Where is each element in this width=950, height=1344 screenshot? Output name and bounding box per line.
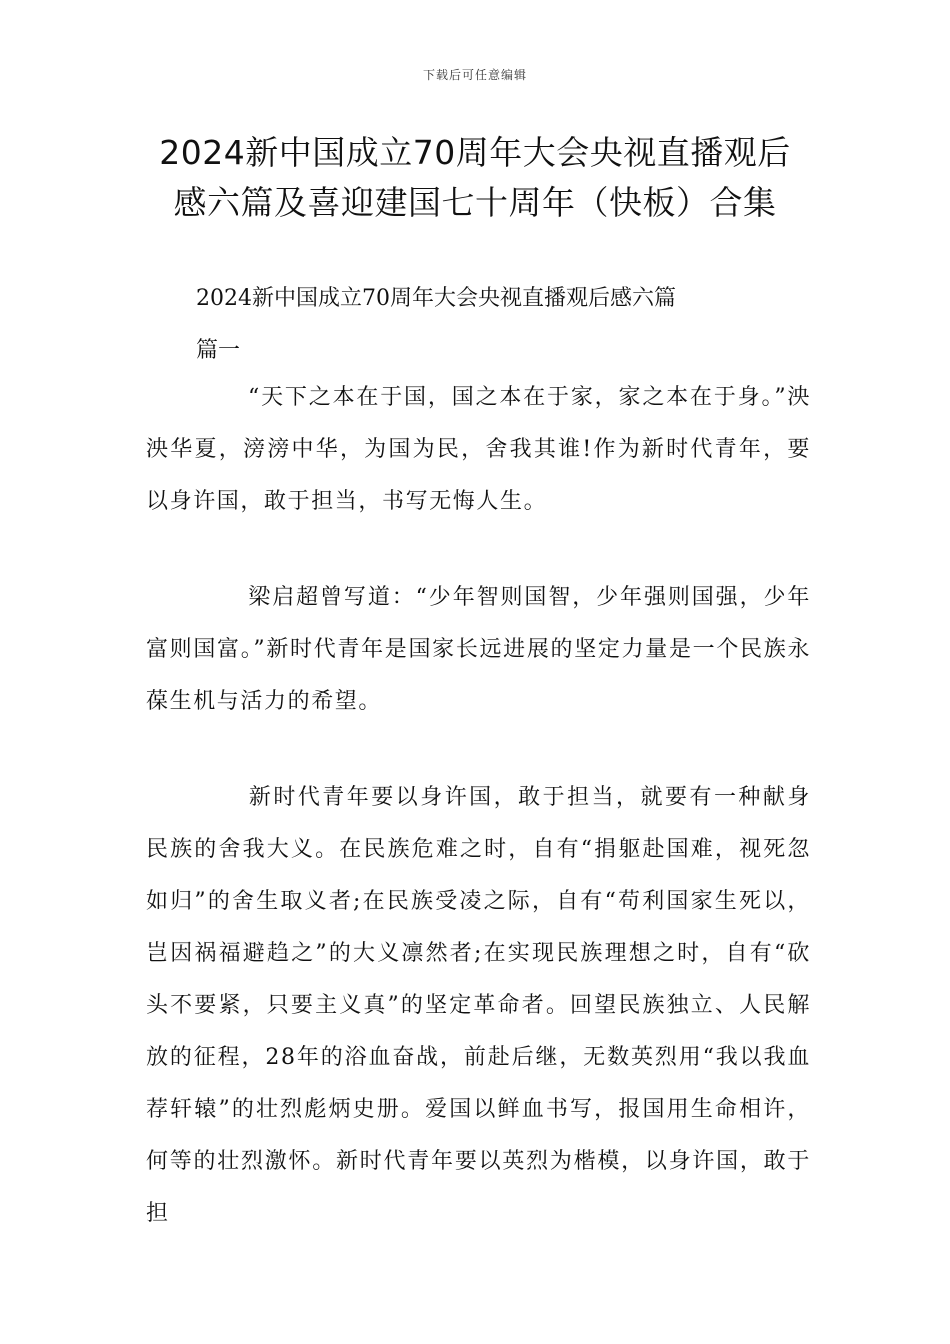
title-line-1: 2024新中国成立70周年大会央视直播观后 [159, 133, 791, 172]
paragraph-2 [146, 572, 811, 728]
paragraph-1 [146, 372, 811, 528]
paragraph-3 [146, 772, 811, 1240]
header-note: 下载后可任意编辑 [422, 68, 527, 82]
title-line-2: 感六篇及喜迎建国七十周年（快板）合集 [173, 183, 777, 222]
part-label: 篇一 [196, 338, 241, 363]
document-title [110, 128, 840, 228]
paragraph-2-text: 梁启超曾写道：“少年智则国智，少年强则国强，少年富则国富。”新时代青年是国家长远进展的坚定力量是一个民族永葆生机与活力的希望。 [146, 585, 811, 714]
section-heading: 2024新中国成立70周年大会央视直播观后感六篇 [196, 286, 676, 311]
paragraph-1-text: “天下之本在于国，国之本在于家，家之本在于身。”泱泱华夏，滂滂中华，为国为民，舍我其谁!作为新时代青年，要以身许国，敢于担当，书写无悔人生。 [146, 385, 811, 514]
paragraph-3-text: 新时代青年要以身许国，敢于担当，就要有一种献身民族的舍我大义。在民族危难之时，自有“捐躯赴国难，视死忽如归”的舍生取义者;在民族受凌之际，自有“苟利国家生死以，岂因祸福避趋之”的大义凛然者;在实现民族理想之时，自有“砍头不要紧，只要主义真”的坚定革命者。回望民族独立、人民解放的征程，28年的浴血奋战，前赴后继，无数英烈用“我以我血荐轩辕”的壮烈彪炳史册。爱国以鲜血书写，报国用生命相许，何等的壮烈激怀。新时代青年要以英烈为楷模，以身许国，敢于担 [146, 785, 811, 1226]
